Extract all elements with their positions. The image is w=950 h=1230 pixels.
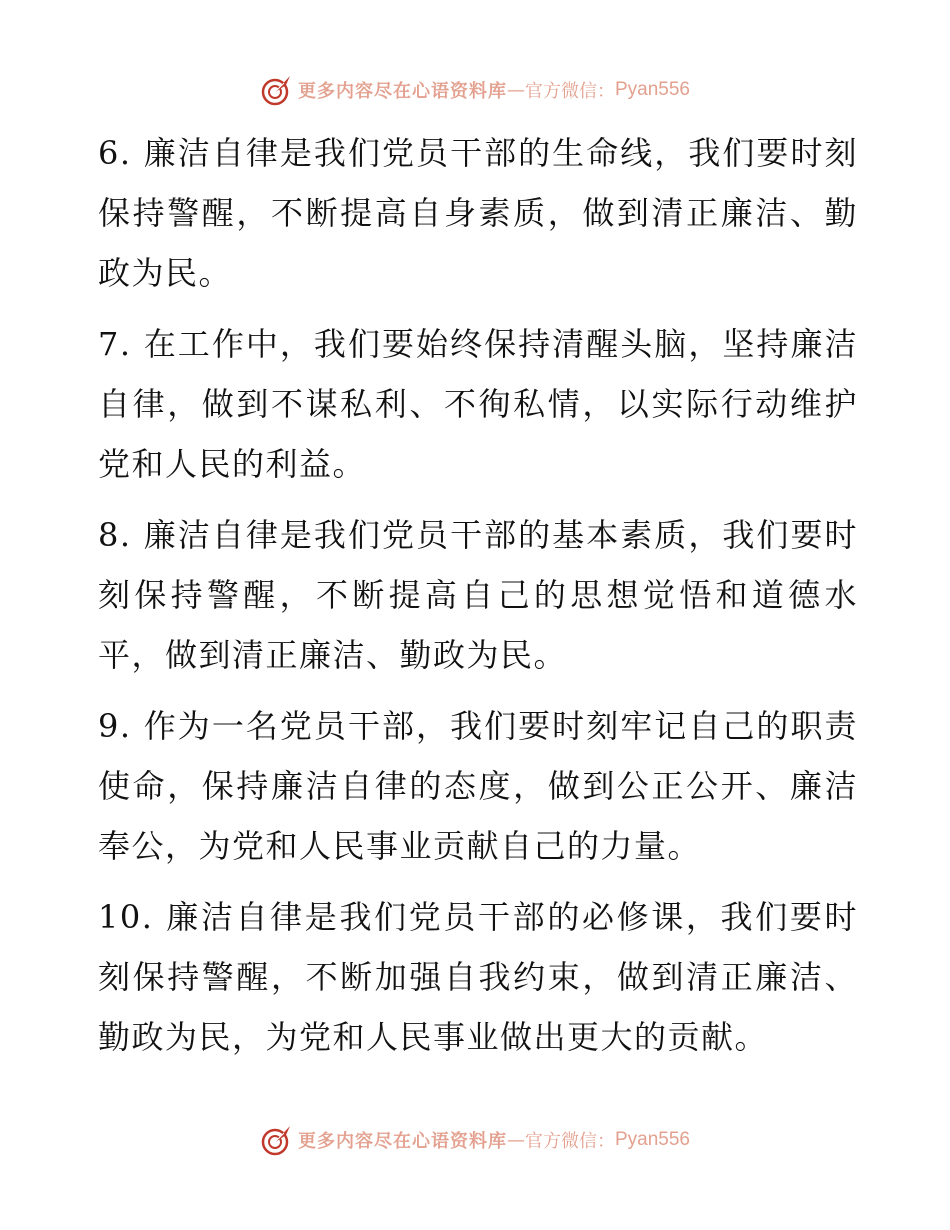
quill-logo-icon bbox=[260, 1123, 294, 1157]
footer-watermark bbox=[0, 1120, 950, 1160]
separator: — bbox=[506, 79, 525, 101]
separator: — bbox=[506, 1129, 525, 1151]
list-item: 6. 廉洁自律是我们党员干部的生命线，我们要时刻保持警醒，不断提高自身素质，做到清正廉洁、勤政为民。 bbox=[98, 134, 858, 292]
document-body bbox=[98, 123, 858, 1078]
wechat-id: Pyan556 bbox=[614, 79, 690, 100]
list-item: 9. 作为一名党员干部，我们要时刻牢记自己的职责使命，保持廉洁自律的态度，做到公正公开、廉洁奉公，为党和人民事业贡献自己的力量。 bbox=[98, 707, 858, 865]
header-watermark bbox=[0, 70, 950, 110]
wechat-label: 官方微信： bbox=[524, 1131, 615, 1152]
wechat-label: 官方微信： bbox=[524, 81, 615, 102]
quill-logo-icon bbox=[260, 73, 294, 107]
promo-text: 更多内容尽在心语资料库 bbox=[297, 1131, 507, 1152]
list-item: 7. 在工作中，我们要始终保持清醒头脑，坚持廉洁自律，做到不谋私利、不徇私情，以实际行动维护党和人民的利益。 bbox=[98, 325, 858, 483]
wechat-id: Pyan556 bbox=[614, 1129, 690, 1150]
list-item: 8. 廉洁自律是我们党员干部的基本素质，我们要时刻保持警醒，不断提高自己的思想觉悟和道德水平，做到清正廉洁、勤政为民。 bbox=[98, 516, 858, 674]
list-item: 10. 廉洁自律是我们党员干部的必修课，我们要时刻保持警醒，不断加强自我约束，做到清正廉洁、勤政为民，为党和人民事业做出更大的贡献。 bbox=[98, 898, 858, 1056]
promo-text: 更多内容尽在心语资料库 bbox=[297, 81, 507, 102]
